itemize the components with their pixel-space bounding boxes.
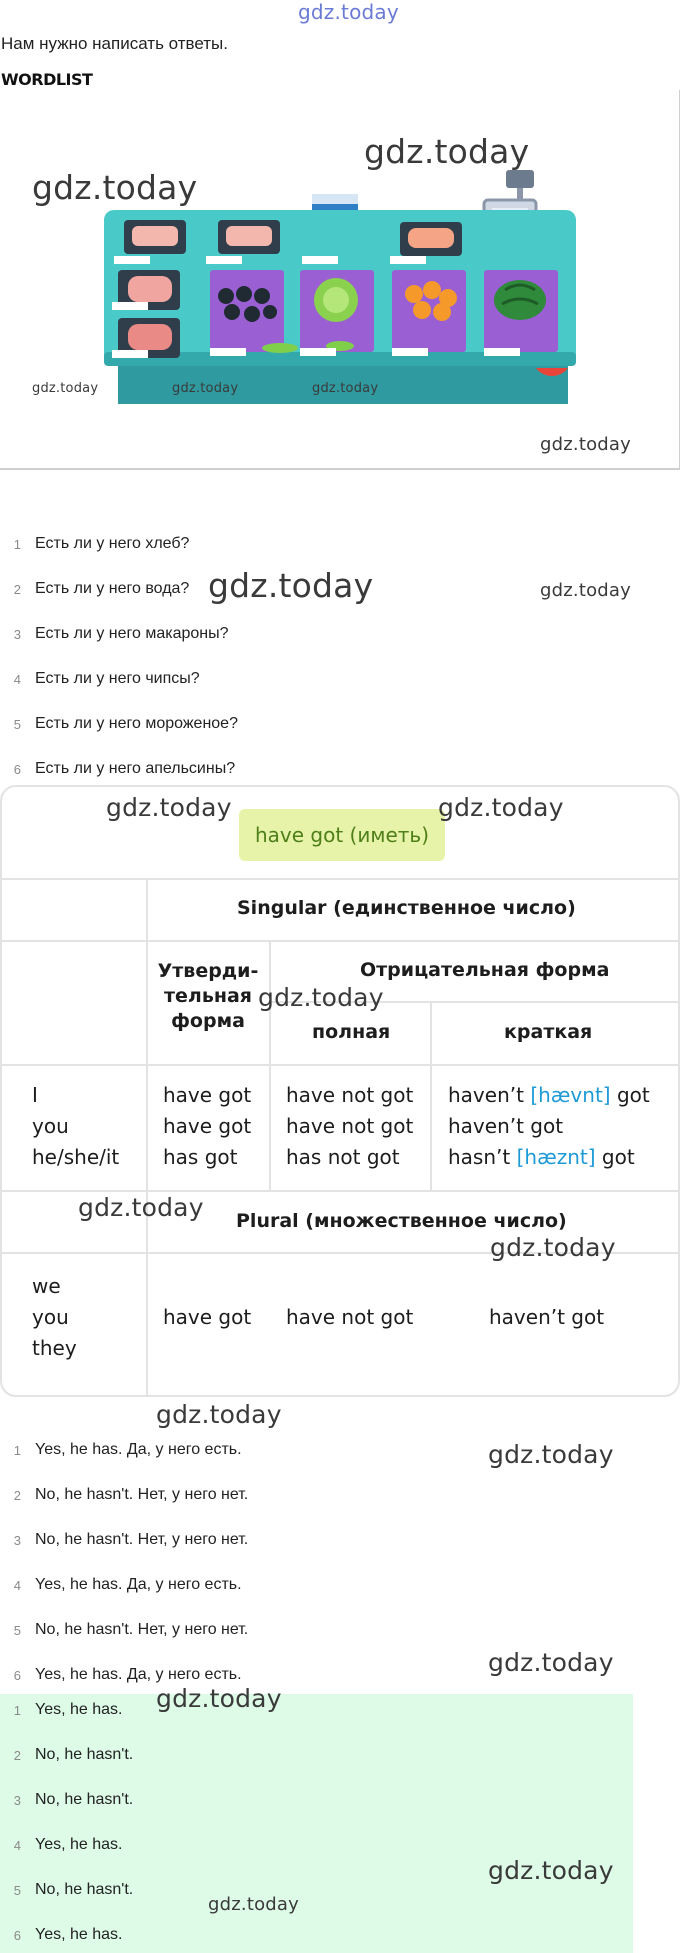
negative-full-form: have not got bbox=[286, 1114, 414, 1138]
item-number: 1 bbox=[13, 1442, 21, 1458]
answer-text: No, he hasn't. bbox=[35, 1881, 134, 1898]
watermark: gdz.today bbox=[156, 1684, 282, 1713]
question-text: Есть ли у него макароны? bbox=[35, 625, 229, 642]
section-title: WORDLIST bbox=[1, 70, 93, 89]
list-item bbox=[0, 616, 229, 652]
grammar-table bbox=[0, 785, 680, 1397]
list-item bbox=[0, 661, 200, 697]
item-number: 2 bbox=[13, 1487, 21, 1503]
negative-short-form: hasn’t [hæznt] got bbox=[448, 1145, 635, 1169]
short-answers-box bbox=[0, 1694, 633, 1953]
pronoun: you bbox=[32, 1114, 69, 1138]
pronoun: we bbox=[32, 1274, 61, 1298]
negative-short-form: haven’t [hævnt] got bbox=[448, 1083, 650, 1107]
answer-text: No, he hasn't. bbox=[35, 1746, 134, 1763]
watermark: gdz.today bbox=[488, 1856, 614, 1885]
list-item bbox=[0, 1917, 122, 1953]
list-item bbox=[0, 1477, 248, 1513]
negative-header: Отрицательная форма bbox=[360, 959, 610, 981]
list-item bbox=[0, 1692, 122, 1728]
negative-full-form: has not got bbox=[286, 1145, 400, 1169]
item-number: 4 bbox=[13, 1577, 21, 1593]
list-item bbox=[0, 571, 189, 607]
pronoun: I bbox=[32, 1083, 38, 1107]
question-text: Есть ли у него апельсины? bbox=[35, 760, 236, 777]
list-item bbox=[0, 1612, 248, 1648]
affirmative-form: has got bbox=[163, 1145, 238, 1169]
affirmative-form: have got bbox=[163, 1305, 252, 1329]
watermark: gdz.today bbox=[208, 566, 374, 605]
answer-text: Yes, he has. Да, у него есть. bbox=[35, 1666, 242, 1683]
affirmative-form: have got bbox=[163, 1114, 252, 1138]
answer-text: Yes, he has. bbox=[35, 1701, 123, 1718]
list-item bbox=[0, 1872, 133, 1908]
pronoun: they bbox=[32, 1336, 77, 1360]
question-text: Есть ли у него вода? bbox=[35, 580, 190, 597]
list-item bbox=[0, 751, 235, 787]
question-text: Есть ли у него хлеб? bbox=[35, 535, 190, 552]
watermark: gdz.today bbox=[540, 434, 632, 455]
watermark-top: gdz.today bbox=[298, 0, 399, 24]
answer-text: No, he hasn't. Нет, у него нет. bbox=[35, 1531, 249, 1548]
item-number: 6 bbox=[13, 761, 21, 777]
item-number: 1 bbox=[13, 1702, 21, 1718]
watermark: gdz.today bbox=[490, 1233, 616, 1262]
item-number: 5 bbox=[13, 716, 21, 732]
negative-short-form: haven’t got bbox=[448, 1114, 564, 1138]
negative-short-form: haven’t got bbox=[489, 1305, 605, 1329]
short-form-header: краткая bbox=[504, 1021, 593, 1043]
watermark: gdz.today bbox=[488, 1648, 614, 1677]
affirmative-form: have got bbox=[163, 1083, 252, 1107]
item-number: 3 bbox=[13, 626, 21, 642]
watermark: gdz.today bbox=[172, 381, 239, 396]
watermark: gdz.today bbox=[312, 381, 379, 396]
plural-header: Plural (множественное число) bbox=[236, 1210, 567, 1232]
negative-full-form: have not got bbox=[286, 1083, 414, 1107]
watermark: gdz.today bbox=[32, 381, 99, 396]
item-number: 5 bbox=[13, 1622, 21, 1638]
watermark: gdz.today bbox=[540, 580, 632, 601]
item-number: 3 bbox=[13, 1532, 21, 1548]
watermark: gdz.today bbox=[488, 1440, 614, 1469]
item-number: 2 bbox=[13, 581, 21, 597]
answer-text: Yes, he has. Да, у него есть. bbox=[35, 1576, 242, 1593]
question-text: Есть ли у него мороженое? bbox=[35, 715, 238, 732]
intro-text: Нам нужно написать ответы. bbox=[1, 34, 228, 53]
list-item bbox=[0, 1432, 242, 1468]
watermark: gdz.today bbox=[208, 1894, 300, 1915]
item-number: 4 bbox=[13, 671, 21, 687]
wordlist-figure bbox=[0, 90, 680, 470]
list-item bbox=[0, 526, 189, 562]
item-number: 5 bbox=[13, 1882, 21, 1898]
full-form-header: полная bbox=[312, 1021, 391, 1043]
watermark: gdz.today bbox=[258, 983, 384, 1012]
item-number: 6 bbox=[13, 1927, 21, 1943]
pronoun: he/she/it bbox=[32, 1145, 120, 1169]
answer-text: No, he hasn't. Нет, у него нет. bbox=[35, 1621, 249, 1638]
list-item bbox=[0, 1737, 133, 1773]
list-item bbox=[0, 1782, 133, 1818]
item-number: 4 bbox=[13, 1837, 21, 1853]
item-number: 1 bbox=[13, 536, 21, 552]
transcription: [hævnt] bbox=[530, 1083, 611, 1107]
answer-text: Yes, he has. bbox=[35, 1926, 123, 1943]
answer-text: Yes, he has. Да, у него есть. bbox=[35, 1441, 242, 1458]
watermark: gdz.today bbox=[32, 168, 198, 207]
watermark: gdz.today bbox=[438, 793, 564, 822]
list-item bbox=[0, 1827, 122, 1863]
watermark: gdz.today bbox=[106, 793, 232, 822]
pronoun: you bbox=[32, 1305, 69, 1329]
list-item bbox=[0, 1522, 248, 1558]
answer-text: No, he hasn't. bbox=[35, 1791, 134, 1808]
answer-text: Yes, he has. bbox=[35, 1836, 123, 1853]
negative-full-form: have not got bbox=[286, 1305, 414, 1329]
item-number: 3 bbox=[13, 1792, 21, 1808]
watermark: gdz.today bbox=[364, 132, 530, 171]
singular-header: Singular (единственное число) bbox=[237, 897, 576, 919]
list-item bbox=[0, 1567, 242, 1603]
watermark: gdz.today bbox=[78, 1193, 204, 1222]
grammar-title: have got (иметь) bbox=[239, 809, 445, 861]
item-number: 6 bbox=[13, 1667, 21, 1683]
watermark: gdz.today bbox=[156, 1400, 282, 1429]
food-counter-illustration bbox=[0, 90, 680, 470]
item-number: 2 bbox=[13, 1747, 21, 1763]
list-item bbox=[0, 706, 238, 742]
answer-text: No, he hasn't. Нет, у него нет. bbox=[35, 1486, 249, 1503]
question-text: Есть ли у него чипсы? bbox=[35, 670, 200, 687]
affirmative-header: Утверди- тельная форма bbox=[157, 960, 259, 1032]
transcription: [hæznt] bbox=[516, 1145, 596, 1169]
